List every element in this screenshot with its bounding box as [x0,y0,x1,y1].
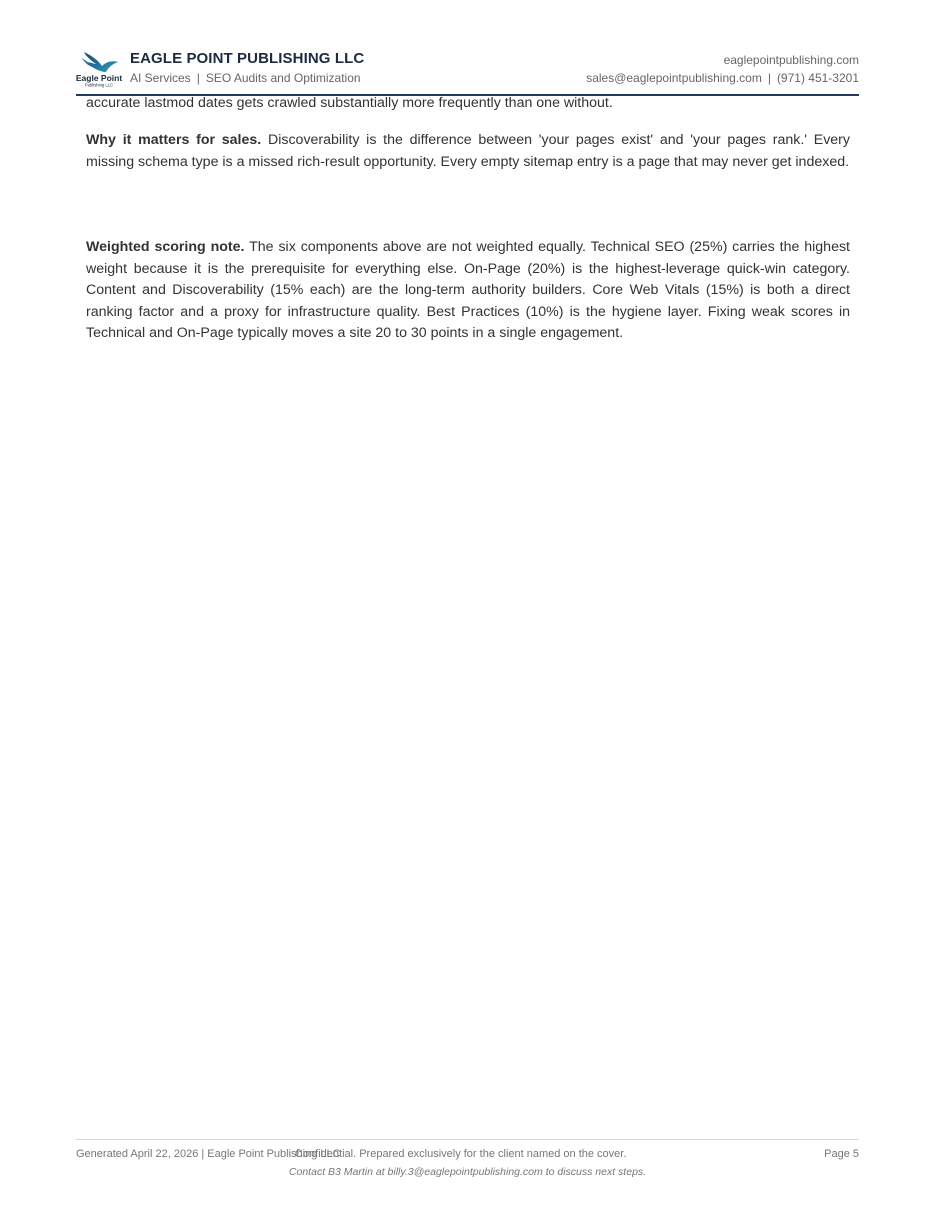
page-header [76,46,859,96]
sales-text: Discoverability is the difference between 'your pages exist' and 'your pages rank.' Every missing schema type is a missed rich-result opportunity. Every empty sitemap entry is a page that may never get indexed. [86,132,850,170]
svg-text:Publishing LLC: Publishing LLC [84,82,114,88]
sales-paragraph [86,130,850,173]
footer-confidential: Confidential. Prepared exclusively for the client named on the cover. [295,1148,627,1160]
phone-number: (971) 451-3201 [776,71,859,85]
eagle-logo-icon [76,48,122,88]
svg-text:Eagle Point: Eagle Point [76,73,122,83]
email-link[interactable]: sales@eaglepointpublishing.com [586,71,762,85]
contact-info [586,71,859,85]
service-ai: AI Services [130,71,191,85]
separator: | [767,71,771,85]
separator: | [196,71,200,85]
sales-lead: Why it matters for sales. [86,132,262,148]
footer-generated: Generated April 22, 2026 | Eagle Point Publishing LLC [76,1148,341,1160]
scoring-lead: Weighted scoring note. [86,239,245,255]
scoring-note-paragraph [86,237,850,345]
scoring-text: The six components above are not weighted equally. Technical SEO (25%) carries the highest weight because it is the prerequisite for everything else. On-Page (20%) is the highest-leverage quick-win category. Content and Discoverability (15% each) are the long-term authority builders. Core Web Vitals (15%) is both a direct ranking factor and a proxy for infrastructure quality. Best Practices (10%) is the hygiene layer. Fixing weak scores in Technical and On-Page typically moves a site 20 to 30 points in a single engagement. [86,239,850,341]
services-tagline [130,71,361,85]
footer-contact: Contact B3 Martin at billy.3@eaglepointpublishing.com to discuss next steps. [288,1166,647,1178]
company-name: EAGLE POINT PUBLISHING LLC [130,50,365,67]
continued-paragraph: accurate lastmod dates gets crawled substantially more frequently than one without. [86,95,613,111]
website-link[interactable]: eaglepointpublishing.com [723,53,859,67]
service-seo: SEO Audits and Optimization [205,71,361,85]
page-number: Page 5 [824,1148,859,1160]
footer-divider [76,1139,859,1140]
